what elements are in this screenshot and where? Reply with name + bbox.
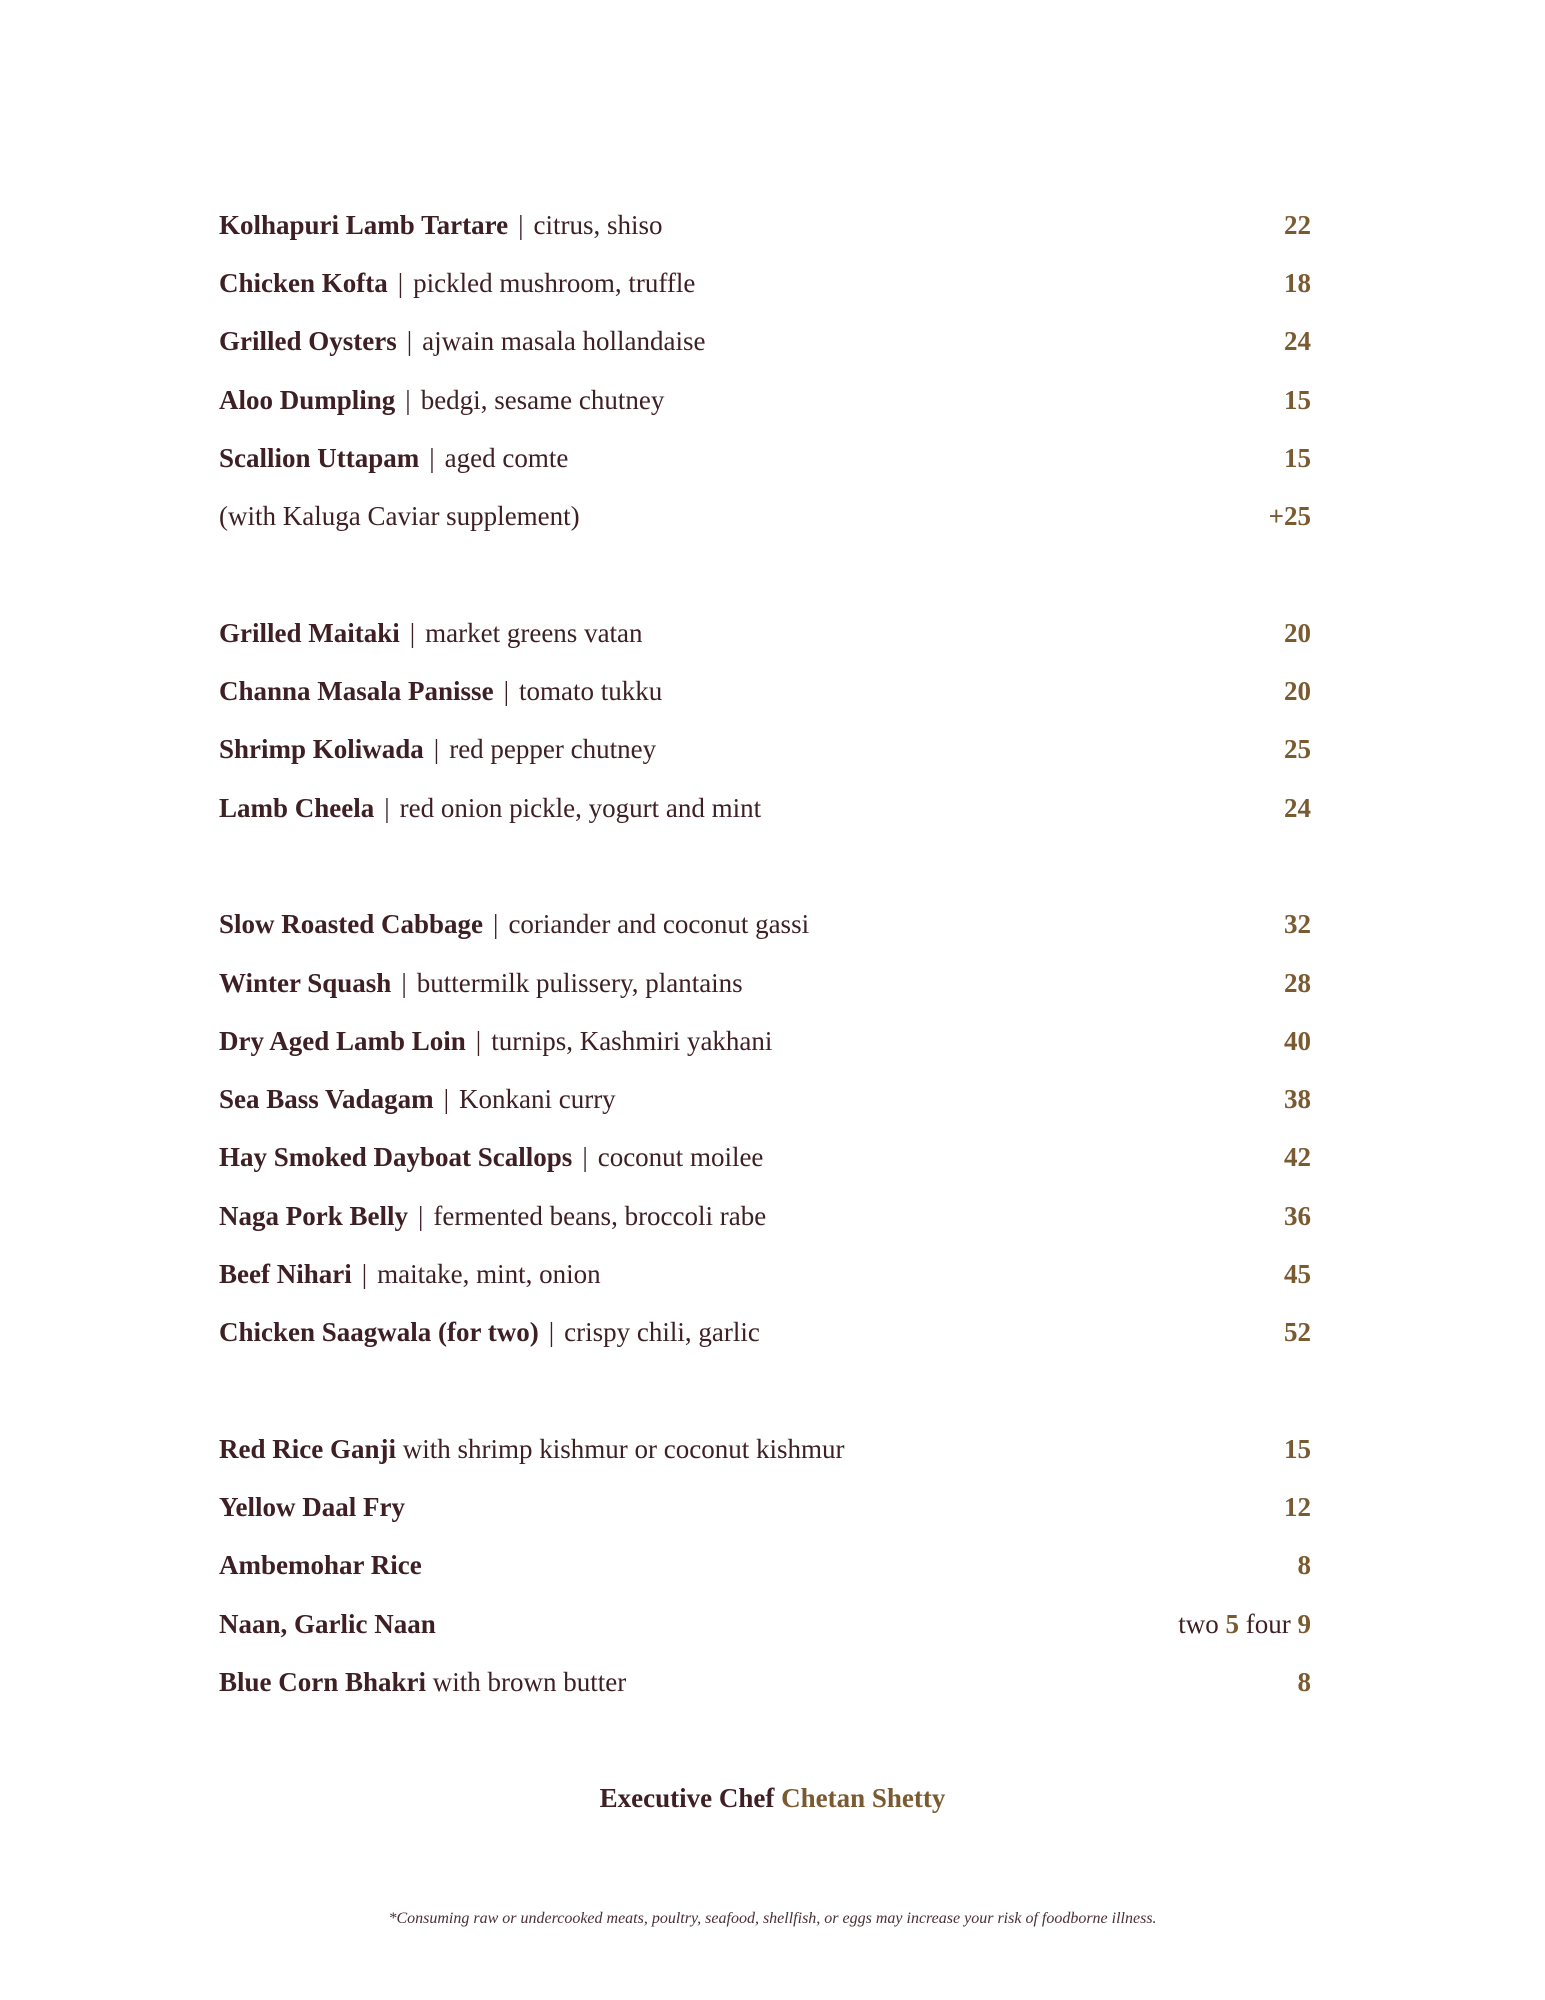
menu-item-price: 24 bbox=[1284, 792, 1311, 823]
menu-item-name: Ambemohar Rice bbox=[219, 1550, 422, 1581]
separator: | bbox=[406, 326, 413, 357]
menu-item-price-block bbox=[1284, 326, 1311, 357]
menu-item-name: Lamb Cheela bbox=[219, 792, 375, 823]
separator: | bbox=[475, 1025, 482, 1056]
menu-item-price: 24 bbox=[1284, 326, 1311, 357]
menu-item bbox=[219, 487, 1311, 545]
menu-item-price-block bbox=[1284, 1259, 1311, 1290]
separator: | bbox=[443, 1084, 449, 1115]
menu-item-text bbox=[219, 1142, 763, 1173]
separator: | bbox=[548, 1317, 555, 1348]
menu-item-description: Konkani curry bbox=[458, 1084, 616, 1115]
separator: | bbox=[397, 267, 404, 298]
menu-item-description: coriander and coconut gassi bbox=[508, 909, 810, 940]
menu-item-name: Naga Pork Belly bbox=[219, 1200, 408, 1231]
separator: | bbox=[503, 676, 509, 707]
separator: | bbox=[582, 1142, 588, 1173]
menu-item-price-block bbox=[1298, 1667, 1312, 1698]
menu-item-price-block bbox=[1284, 1026, 1311, 1057]
menu-item-text bbox=[219, 1492, 405, 1523]
menu-item-description: turnips, Kashmiri yakhani bbox=[491, 1025, 773, 1056]
menu-item-description: red pepper chutney bbox=[449, 734, 657, 765]
menu-item-text bbox=[219, 326, 706, 357]
menu-list bbox=[219, 196, 1311, 1712]
menu-item-name: Winter Squash bbox=[219, 967, 392, 998]
menu-item bbox=[219, 1070, 1311, 1128]
menu-item-price: +25 bbox=[1268, 501, 1311, 532]
menu-item-text bbox=[219, 1550, 422, 1581]
menu-item bbox=[219, 254, 1311, 312]
menu-item-price: 25 bbox=[1284, 734, 1311, 765]
menu-item-price-block bbox=[1284, 1142, 1311, 1173]
menu-item-price-block bbox=[1284, 443, 1311, 474]
menu-item-name: Chicken Kofta bbox=[219, 267, 388, 298]
menu-item-name: Beef Nihari bbox=[219, 1258, 352, 1289]
menu-item-description: ajwain masala hollandaise bbox=[422, 326, 706, 357]
menu-item-price: 52 bbox=[1284, 1317, 1311, 1348]
menu-item-name: Slow Roasted Cabbage bbox=[219, 909, 484, 940]
menu-item bbox=[219, 371, 1311, 429]
menu-item-price: 15 bbox=[1284, 1433, 1311, 1464]
menu-item-description: tomato tukku bbox=[518, 676, 663, 707]
menu-item-price-block bbox=[1269, 501, 1311, 532]
separator: | bbox=[418, 1200, 424, 1231]
separator: | bbox=[429, 442, 435, 473]
menu-item-price: 45 bbox=[1284, 1258, 1311, 1289]
menu-item-text bbox=[219, 968, 743, 999]
menu-item-price: 8 bbox=[1297, 1550, 1311, 1581]
menu-item-price-block bbox=[1284, 793, 1311, 824]
menu-item bbox=[219, 662, 1311, 720]
menu-item-name: Grilled Maitaki bbox=[219, 617, 400, 648]
menu-item-description: pickled mushroom, truffle bbox=[413, 267, 696, 298]
menu-item-description: aged comte bbox=[444, 442, 569, 473]
menu-item-name: Scallion Uttapam bbox=[219, 442, 420, 473]
menu-item bbox=[219, 896, 1311, 954]
menu-item-text bbox=[219, 1084, 616, 1115]
menu-item-accompaniment: with shrimp kishmur or coconut kishmur bbox=[402, 1433, 845, 1464]
menu-item-text bbox=[219, 1201, 766, 1232]
menu-item bbox=[219, 1653, 1311, 1711]
separator: | bbox=[384, 792, 390, 823]
menu-item-price: 18 bbox=[1284, 267, 1311, 298]
price-quantity-label: four bbox=[1245, 1608, 1291, 1639]
menu-item bbox=[219, 604, 1311, 662]
menu-item-text bbox=[219, 676, 662, 707]
menu-item-price-block bbox=[1284, 1492, 1311, 1523]
menu-item-name: Red Rice Ganji bbox=[219, 1433, 396, 1464]
menu-item bbox=[219, 779, 1311, 837]
menu-item-price-block bbox=[1284, 909, 1311, 940]
menu-item-name: Dry Aged Lamb Loin bbox=[219, 1025, 466, 1056]
menu-item-text bbox=[219, 501, 580, 532]
menu-item-price: 5 bbox=[1225, 1608, 1240, 1639]
menu-item-description: citrus, shiso bbox=[533, 209, 663, 240]
separator: | bbox=[361, 1258, 368, 1289]
menu-item-price-block bbox=[1284, 1201, 1311, 1232]
menu-item bbox=[219, 1304, 1311, 1362]
menu-item-name: Aloo Dumpling bbox=[219, 384, 396, 415]
menu-item-description: market greens vatan bbox=[425, 617, 643, 648]
menu-item bbox=[219, 1420, 1311, 1478]
menu-item-price-block bbox=[1284, 676, 1311, 707]
separator: | bbox=[401, 967, 407, 998]
menu-item bbox=[219, 721, 1311, 779]
separator: | bbox=[433, 734, 440, 765]
menu-item-price: 40 bbox=[1284, 1025, 1311, 1056]
menu-item-price-block bbox=[1298, 1550, 1312, 1581]
menu-item-text bbox=[219, 1026, 772, 1057]
executive-chef-credit bbox=[0, 1769, 1545, 1827]
menu-item-price: 32 bbox=[1284, 909, 1311, 940]
menu-item-description: coconut moilee bbox=[597, 1142, 764, 1173]
section-spacer bbox=[219, 837, 1311, 895]
menu-item-text bbox=[219, 1609, 436, 1640]
menu-item-price: 15 bbox=[1284, 384, 1311, 415]
menu-item-description: crispy chili, garlic bbox=[564, 1317, 760, 1348]
menu-item-name: Chicken Saagwala (for two) bbox=[219, 1317, 539, 1348]
menu-item-text bbox=[219, 909, 809, 940]
section-spacer bbox=[219, 1362, 1311, 1420]
menu-item-description: fermented beans, broccoli rabe bbox=[433, 1200, 767, 1231]
menu-item-description: red onion pickle, yogurt and mint bbox=[399, 792, 762, 823]
menu-item bbox=[219, 1012, 1311, 1070]
menu-item bbox=[219, 1187, 1311, 1245]
menu-item-accompaniment: with brown butter bbox=[432, 1667, 627, 1698]
menu-item-price-block bbox=[1284, 968, 1311, 999]
menu-item-price: 8 bbox=[1297, 1667, 1311, 1698]
separator: | bbox=[409, 617, 416, 648]
menu-item-name: Shrimp Koliwada bbox=[219, 734, 424, 765]
menu-item-price-block bbox=[1284, 1434, 1311, 1465]
menu-item-price: 15 bbox=[1284, 442, 1311, 473]
menu-item-price: 20 bbox=[1284, 676, 1311, 707]
menu-item-name: Naan, Garlic Naan bbox=[219, 1608, 436, 1639]
menu-item-name: Sea Bass Vadagam bbox=[219, 1084, 434, 1115]
menu-item-price: 38 bbox=[1284, 1084, 1311, 1115]
menu-item-price: 22 bbox=[1284, 209, 1311, 240]
menu-item-text bbox=[219, 443, 568, 474]
menu-item-name: Blue Corn Bhakri bbox=[219, 1667, 427, 1698]
chef-title: Executive Chef bbox=[599, 1783, 775, 1813]
price-quantity-label: two bbox=[1178, 1608, 1219, 1639]
menu-item bbox=[219, 954, 1311, 1012]
menu-item-price-block bbox=[1284, 210, 1311, 241]
menu-item-price: 36 bbox=[1284, 1200, 1311, 1231]
menu-item-price-block bbox=[1284, 734, 1311, 765]
menu-item-price-block bbox=[1284, 385, 1311, 416]
menu-item bbox=[219, 1245, 1311, 1303]
menu-item-price: 28 bbox=[1284, 967, 1311, 998]
menu-item-price-block bbox=[1284, 1317, 1311, 1348]
menu-item-text bbox=[219, 268, 695, 299]
menu-item-price-block bbox=[1284, 618, 1311, 649]
food-safety-disclaimer: *Consuming raw or undercooked meats, poultry, seafood, shellfish, or eggs may increase your risk of foodborne illness. bbox=[388, 1910, 1157, 1927]
menu-item-price-block bbox=[1178, 1609, 1311, 1640]
menu-item-text bbox=[219, 1259, 601, 1290]
menu-item-price: 20 bbox=[1284, 617, 1311, 648]
menu-item-price: 9 bbox=[1297, 1608, 1311, 1639]
menu-item bbox=[219, 429, 1311, 487]
menu-item-description: maitake, mint, onion bbox=[377, 1258, 601, 1289]
menu-item-name: Grilled Oysters bbox=[219, 326, 397, 357]
menu-item-text bbox=[219, 793, 761, 824]
menu-item-text bbox=[219, 1317, 760, 1348]
menu-item-note: (with Kaluga Caviar supplement) bbox=[219, 501, 580, 532]
chef-name: Chetan Shetty bbox=[781, 1783, 946, 1813]
menu-item bbox=[219, 1479, 1311, 1537]
menu-item-description: buttermilk pulissery, plantains bbox=[416, 967, 743, 998]
separator: | bbox=[518, 209, 524, 240]
menu-item-name: Kolhapuri Lamb Tartare bbox=[219, 209, 509, 240]
menu-item-text bbox=[219, 618, 643, 649]
menu-item-text bbox=[219, 385, 664, 416]
menu-item-price-block bbox=[1284, 268, 1311, 299]
menu-item bbox=[219, 1537, 1311, 1595]
menu-item-description: bedgi, sesame chutney bbox=[420, 384, 665, 415]
menu-item bbox=[219, 1129, 1311, 1187]
menu-item-price: 12 bbox=[1284, 1492, 1311, 1523]
menu-item bbox=[219, 313, 1311, 371]
menu-item bbox=[219, 1595, 1311, 1653]
section-spacer bbox=[219, 546, 1311, 604]
menu-item-price: 42 bbox=[1284, 1142, 1311, 1173]
menu-item-price-block bbox=[1284, 1084, 1311, 1115]
menu-item-name: Hay Smoked Dayboat Scallops bbox=[219, 1142, 573, 1173]
menu-item-name: Channa Masala Panisse bbox=[219, 676, 494, 707]
menu-item bbox=[219, 196, 1311, 254]
separator: | bbox=[493, 909, 499, 940]
separator: | bbox=[405, 384, 411, 415]
menu-item-name: Yellow Daal Fry bbox=[219, 1492, 405, 1523]
menu-item-text bbox=[219, 210, 662, 241]
menu-item-text bbox=[219, 1667, 626, 1698]
menu-item-text bbox=[219, 1434, 844, 1465]
menu-item-text bbox=[219, 734, 656, 765]
